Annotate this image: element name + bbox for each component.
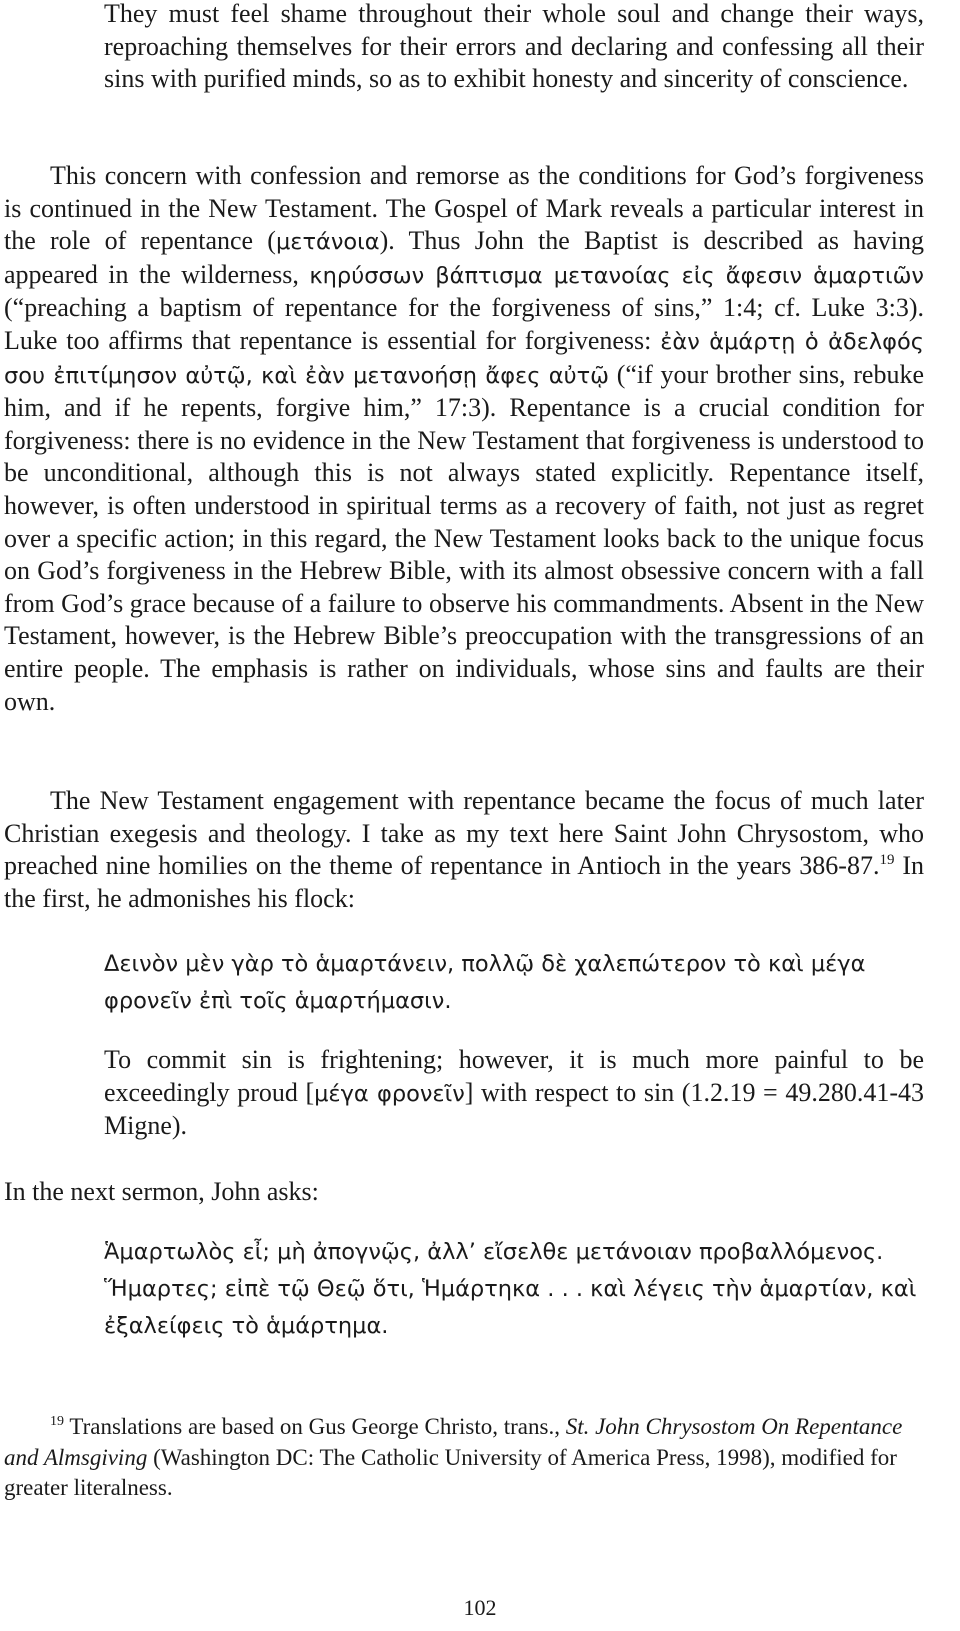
greek-quote: Δεινὸν μὲν γὰρ τὸ ἁμαρτάνειν, πολλῷ δὲ χαλεπώτερον τὸ καὶ μέγα φρονεῖν ἐπὶ τοῖς ἁμαρτήμασιν.	[104, 951, 866, 1014]
footnote-book-title: St. John Chrysostom On Repentance and Almsgiving	[4, 1414, 903, 1470]
page-number: 102	[463, 1595, 497, 1620]
paragraph-text: (“if your brother sins, rebuke him, and if he repents, forgive him,” 17:3). Repentance is a crucial condition for forgiveness: there is no evidence in the New Testament that forgiveness is understood to be unconditional, although this is not always stated explicitly. Repentance itself, however, is often understood in spiritual terms as a recovery of faith, not just as regret over a specific action; in this regard, the New Testament looks back to the unique focus on God’s forgiveness in the Hebrew Bible, with its almost obsessive concern with a fall from God’s grace because of a failure to observe his commandments. Absent in the New Testament, however, is the Hebrew Bible’s preoccupation with the transgressions of an entire people. The emphasis is rather on individuals, whose sins and faults are their own.	[4, 359, 924, 716]
footnote-number: 19	[50, 1414, 64, 1429]
greek-term: μέγα φρονεῖν	[314, 1080, 465, 1107]
block-quote-translation	[104, 1044, 924, 1143]
greek-quote: Ἁμαρτωλὸς εἶ; μὴ ἀπογνῷς, ἀλλ’ εἴσελθε μετάνοιαν προβαλλόμενος. Ἥμαρτες; εἰπὲ τῷ Θεῷ ὅτι, Ἡμάρτηκα . . . καὶ λέγεις τὴν ἁμαρτίαν, καὶ ἐξαλείφεις τὸ ἁμάρτημα.	[104, 1239, 917, 1339]
paragraph-chrysostom	[4, 785, 924, 915]
block-quote-english	[104, 0, 924, 96]
paragraph-next-sermon: In the next sermon, John asks:	[4, 1177, 319, 1206]
paragraph-text: The New Testament engagement with repentance became the focus of much later Christian exegesis and theology. I take as my text here Saint John Chrysostom, who preached nine homilies on the theme of repentance in Antioch in the years 386-87.	[4, 786, 924, 881]
paragraph-text: In the first, he admonishes his flock:	[4, 851, 924, 913]
paragraph-text: This concern with confession and remorse as the conditions for God’s forgiveness is continued in the New Testament. The Gospel of Mark reveals a particular interest in the role of repentance (	[4, 161, 924, 256]
greek-term: μετάνοια	[275, 229, 380, 256]
footnote-reference[interactable]: 19	[879, 852, 895, 869]
footnote-text: (Washington DC: The Catholic University of America Press, 1998), modified for greater literalness.	[4, 1444, 897, 1500]
footnote	[4, 1412, 924, 1504]
paragraph-text: (“preaching a baptism of repentance for the forgiveness of sins,” 1:4; cf. Luke 3:3). Luke too affirms that repentance is essential for forgiveness:	[4, 293, 924, 355]
greek-phrase: κηρύσσων βάπτισμα μετανοίας εἰς ἄφεσιν ἁμαρτιῶν	[309, 262, 924, 289]
quote-text: They must feel shame throughout their whole soul and change their ways, reproaching themselves for their errors and declaring and confessing all their sins with purified minds, so as to exhibit honesty and sincerity of conscience.	[104, 0, 924, 94]
paragraph-text: ). Thus John the Baptist is described as having appeared in the wilderness,	[4, 226, 924, 289]
paragraph-repentance-new-testament	[4, 160, 924, 718]
quote-text: To commit sin is frightening; however, it is much more painful to be exceedingly proud [	[104, 1045, 924, 1107]
greek-phrase: ἐὰν ἁμάρτῃ ὁ ἀδελφός σου ἐπιτίμησον αὐτῷ, καὶ ἐὰν μετανοήσῃ ἄφες αὐτῷ	[4, 328, 924, 389]
quote-text: ] with respect to sin (1.2.19 = 49.280.41-43 Migne).	[104, 1077, 924, 1141]
footnote-text: Translations are based on Gus George Christo, trans.,	[64, 1414, 566, 1439]
